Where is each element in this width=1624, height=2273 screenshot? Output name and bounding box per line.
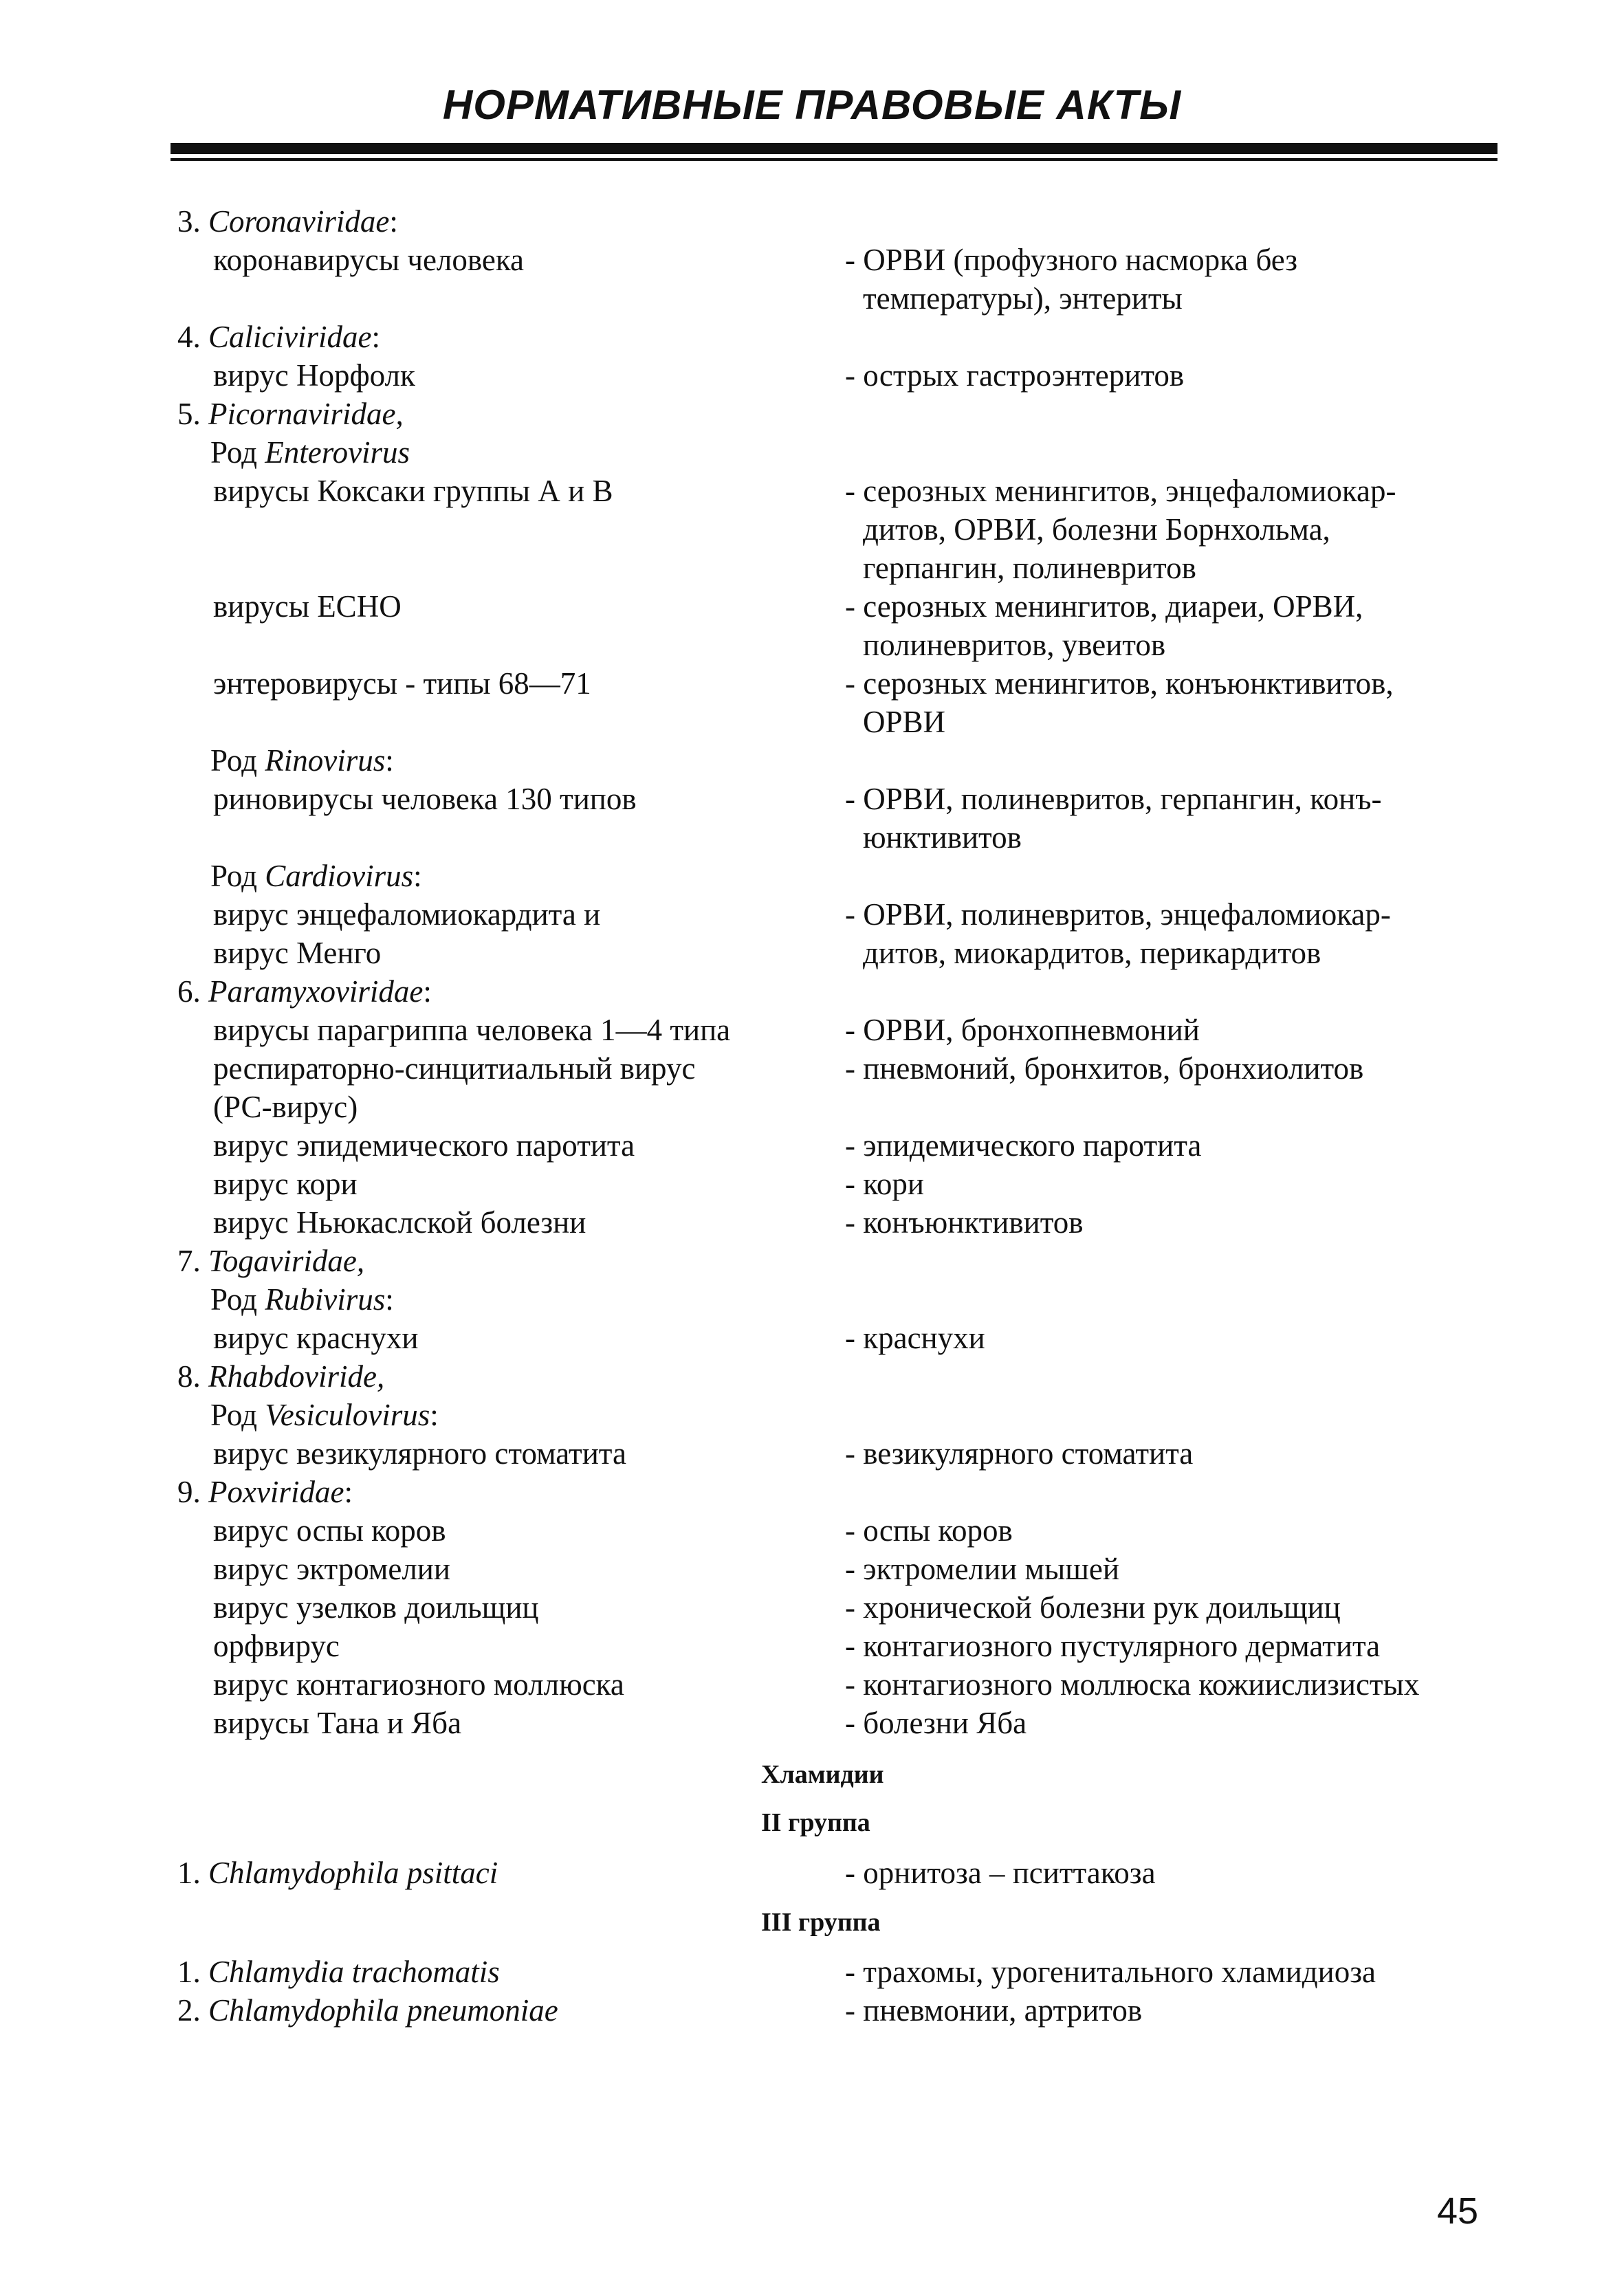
- disease-text: - эпидемического паротита: [845, 1128, 1202, 1163]
- page-number: 45: [1437, 2190, 1479, 2232]
- disease-text: - ОРВИ, полиневритов, герпангин, конъ-: [845, 782, 1382, 816]
- virus-name: вирус контагиозного моллюска: [213, 1667, 624, 1702]
- disease-text: - краснухи: [845, 1321, 985, 1355]
- virus-name: 7. Togaviridae,: [177, 1244, 365, 1278]
- chlamydia-disease: - трахомы, урогенитального хламидиоза: [845, 1955, 1376, 1989]
- virus-name: вирус оспы коров: [213, 1513, 446, 1548]
- disease-text: дитов, ОРВИ, болезни Борнхольма,: [863, 512, 1330, 547]
- disease-text: - пневмоний, бронхитов, бронхиолитов: [845, 1051, 1364, 1086]
- disease-text: температуры), энтериты: [863, 281, 1183, 316]
- virus-name: Род Rinovirus:: [210, 743, 394, 778]
- disease-text: - серозных менингитов, конъюнктивитов,: [845, 666, 1394, 701]
- virus-name: Род Enterovirus: [210, 435, 410, 470]
- disease-text: юнктивитов: [863, 820, 1022, 855]
- virus-name: респираторно-синцитиальный вирус: [213, 1051, 696, 1086]
- disease-text: полиневритов, увеитов: [863, 628, 1166, 662]
- virus-name: (РС-вирус): [213, 1090, 358, 1124]
- virus-name: 6. Paramyxoviridae:: [177, 974, 432, 1009]
- virus-name: орфвирус: [213, 1629, 340, 1663]
- chlamydia-item: 2. Chlamydophila pneumoniae: [177, 1993, 558, 2028]
- virus-name: 5. Picornaviridae,: [177, 397, 404, 431]
- virus-name: 3. Coronaviridae:: [177, 204, 398, 239]
- disease-text: - серозных менингитов, диареи, ОРВИ,: [845, 589, 1363, 624]
- chlamydia-item: 1. Chlamydia trachomatis: [177, 1955, 500, 1989]
- disease-text: - болезни Яба: [845, 1706, 1027, 1740]
- virus-name: риновирусы человека 130 типов: [213, 782, 637, 816]
- disease-text: - везикулярного стоматита: [845, 1436, 1194, 1471]
- virus-name: Род Vesiculovirus:: [210, 1398, 439, 1432]
- disease-text: - конъюнктивитов: [845, 1205, 1084, 1240]
- chlamydia-item: 1. Chlamydophila psittaci: [177, 1856, 498, 1890]
- chlamydia-disease: - орнитоза – пситтакоза: [845, 1856, 1156, 1890]
- virus-name: вирус узелков доильщиц: [213, 1590, 539, 1625]
- disease-text: - ОРВИ, бронхопневмоний: [845, 1013, 1200, 1047]
- disease-text: - контагиозного моллюска кожиислизистых: [845, 1667, 1420, 1702]
- virus-name: вирус Менго: [213, 936, 382, 970]
- virus-name: вирус краснухи: [213, 1321, 419, 1355]
- disease-text: - кори: [845, 1167, 924, 1201]
- virus-name: вирус эпидемического паротита: [213, 1128, 635, 1163]
- virus-name: Род Rubivirus:: [210, 1282, 394, 1317]
- virus-name: вирусы Коксаки группы А и В: [213, 474, 613, 508]
- virus-name: вирус Норфолк: [213, 358, 415, 393]
- virus-name: энтеровирусы - типы 68—71: [213, 666, 591, 701]
- virus-name: вирус эктромелии: [213, 1552, 450, 1586]
- disease-text: - эктромелии мышей: [845, 1552, 1119, 1586]
- header-rule-thick: [171, 143, 1497, 154]
- group-2-title: II группа: [761, 1808, 870, 1837]
- virus-name: коронавирусы человека: [213, 243, 524, 277]
- virus-name: 8. Rhabdoviride,: [177, 1359, 385, 1394]
- virus-name: вирус Ньюкаслской болезни: [213, 1205, 586, 1240]
- virus-name: вирусы парагриппа человека 1—4 типа: [213, 1013, 731, 1047]
- disease-text: - серозных менингитов, энцефаломиокар-: [845, 474, 1396, 508]
- group-3-title: III группа: [761, 1908, 881, 1937]
- disease-text: - ОРВИ (профузного насморка без: [845, 243, 1298, 277]
- virus-name: вирусы ЕСНО: [213, 589, 402, 624]
- virus-name: 4. Caliciviridae:: [177, 320, 380, 354]
- disease-text: - контагиозного пустулярного дерматита: [845, 1629, 1381, 1663]
- disease-text: - оспы коров: [845, 1513, 1013, 1548]
- virus-name: вирус энцефаломиокардита и: [213, 897, 601, 932]
- disease-text: дитов, миокардитов, перикардитов: [863, 936, 1321, 970]
- disease-text: - ОРВИ, полиневритов, энцефаломиокар-: [845, 897, 1391, 932]
- virus-name: вирусы Тана и Яба: [213, 1706, 462, 1740]
- chlamydia-disease: - пневмонии, артритов: [845, 1993, 1143, 2028]
- virus-name: Род Cardiovirus:: [210, 859, 422, 893]
- virus-name: вирус везикулярного стоматита: [213, 1436, 626, 1471]
- page-header: НОРМАТИВНЫЕ ПРАВОВЫЕ АКТЫ: [442, 82, 1182, 128]
- virus-name: вирус кори: [213, 1167, 358, 1201]
- virus-name: 9. Poxviridae:: [177, 1475, 353, 1509]
- disease-text: - острых гастроэнтеритов: [845, 358, 1185, 393]
- disease-text: ОРВИ: [863, 705, 946, 739]
- disease-text: - хронической болезни рук доильщиц: [845, 1590, 1341, 1625]
- chlamydia-title: Хламидии: [761, 1760, 884, 1789]
- disease-text: герпангин, полиневритов: [863, 551, 1196, 585]
- header-rule-thin: [171, 158, 1497, 161]
